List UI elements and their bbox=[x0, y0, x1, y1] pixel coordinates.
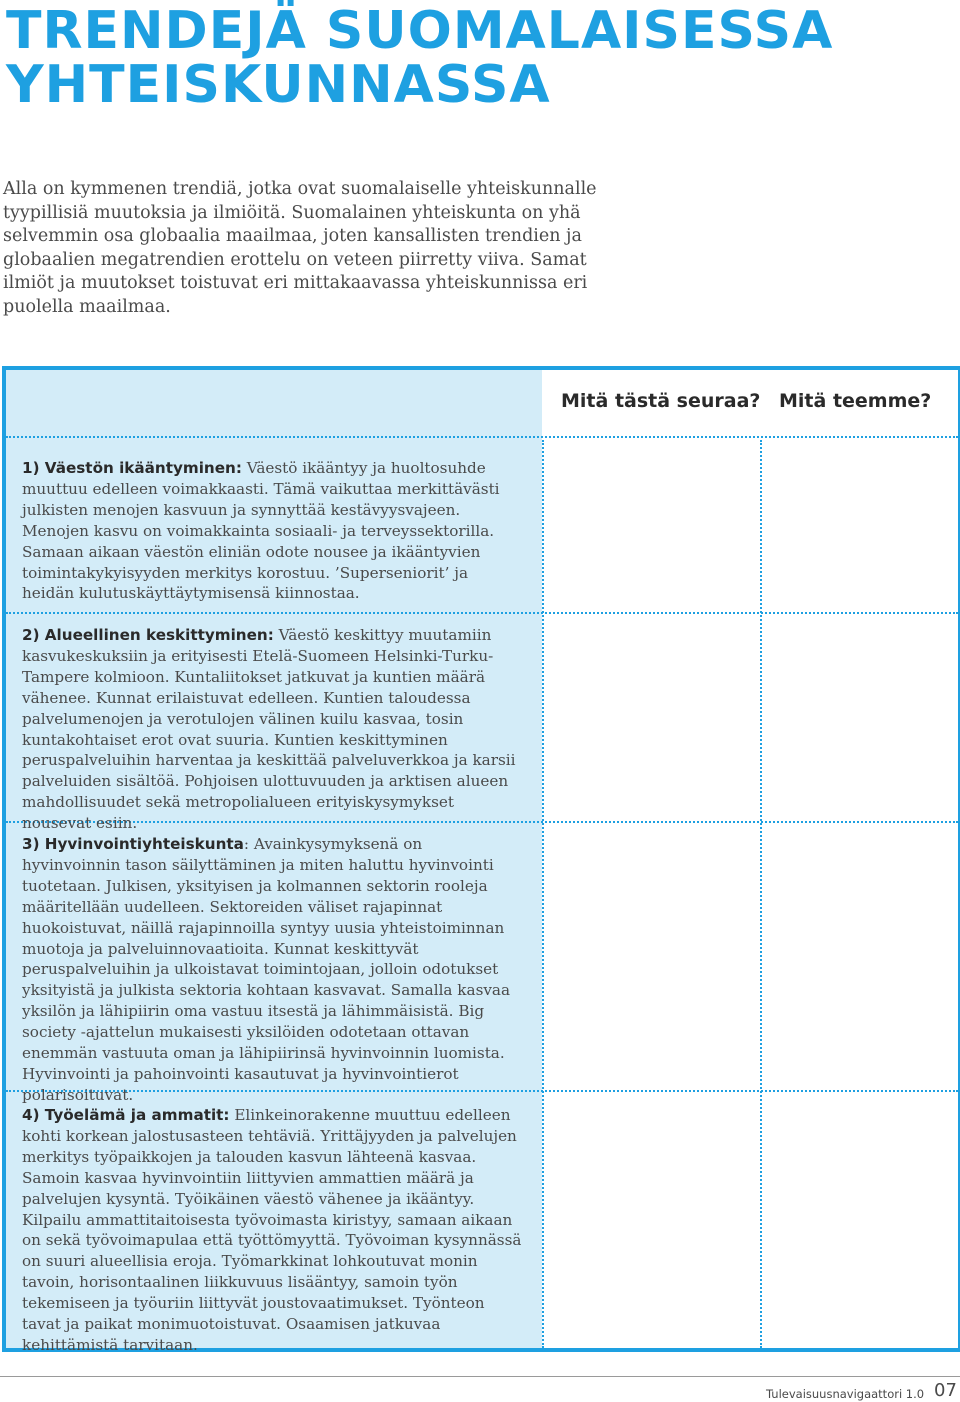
page-number: 07 bbox=[934, 1380, 957, 1401]
intro-paragraph: Alla on kymmenen trendiä, jotka ovat suomalaiselle yhteiskunnalle tyypillisiä muutoksia ja ilmiöitä. Suomalainen yhteiskunta on yhä selvemmin osa globaalia maailmaa, joten kansallisten trendien ja globaalien megatrendien erottelu on veteen piirretty viiva. Samat ilmiöt ja muutokset toistuvat eri mittakaavassa yhteiskunnissa eri puolella maailmaa. bbox=[3, 179, 597, 317]
trend-text-3: : Avainkysymyksenä on hyvinvoinnin tason säilyttäminen ja miten haluttu hyvinvointi tuotetaan. Julkisen, yksityisen ja kolmannen sektorin rooleja määritellään uudelleen. Sektoreiden väliset rajapinnat huokoistuvat, näillä rajapinnoilla syntyy uusia yhteistoiminnan muotoja ja palveluinnovaatioita. Kunnat keskittyvät peruspalveluihin ja ulkoistavat toimintojaan, jolloin odotukset yksityistä ja julkista sektoria kohtaan kasvavat. Samalla kasvaa yksilön ja lähipiirin oma vastuu itsestä ja lähimmäisistä. Big society -ajattelun mukaisesti yksilöiden odotetaan ottavan enemmän vastuuta oman ja lähipiirinsä hyvinvoinnin luomista. Hyvinvointi ja pahoinvointi kasautuvat ja hyvinvointierot polarisoituvat. bbox=[22, 835, 511, 1104]
trend-heading-1: 1) Väestön ikääntyminen: bbox=[22, 459, 242, 477]
trend-text-1: Väestö ikääntyy ja huoltosuhde muuttuu edelleen voimakkaasti. Tämä vaikuttaa merkittävästi julkisten menojen kasvuun ja synnyttää kestävyysvajeen. Menojen kasvu on voimakkainta sosiaali- ja terveyssektorilla. Samaan aikaan väestön eliniän odote nousee ja ikääntyvien toimintakykyisyyden merkitys korostuu. ’Superseniorit’ ja heidän kulutuskäyttäytymisensä kiinnostaa. bbox=[22, 459, 500, 603]
row-divider-header bbox=[6, 436, 958, 438]
trend-text-4: Elinkeinorakenne muuttuu edelleen kohti korkean jalostusasteen tehtäviä. Yrittäjyyden ja palvelujen merkitys työpaikkojen ja talouden kasvun lähteenä kasvaa. Samoin kasvaa hyvinvointiin liittyvien ammattien määrä ja palvelujen kysyntä. Työikäinen väestö vähenee ja ikääntyy. Kilpailu ammattitaitoisesta työvoimasta kiristyy, samaan aikaan on sekä työvoimapulaa että työttömyyttä. Työvoiman kysynnässä on suuri alueellisia eroja. Työmarkkinat lohkoutuvat monin tavoin, horisontaalinen liikkuvuus lisääntyy, samoin työn tekemiseen ja työuriin liittyvät joustovaatimukset. Työnteon tavat ja paikat monimuotoistuvat. Osaamisen jatkuvaa kehittämistä tarvitaan. bbox=[22, 1106, 522, 1354]
trend-heading-4: 4) Työelämä ja ammatit: bbox=[22, 1106, 230, 1124]
title-line-2: YHTEISKUNNASSA bbox=[6, 55, 551, 115]
trend-row-1 bbox=[22, 458, 522, 604]
trend-row-4 bbox=[22, 1105, 522, 1356]
trend-heading-2: 2) Alueellinen keskittyminen: bbox=[22, 626, 274, 644]
trends-table bbox=[2, 366, 960, 1352]
trend-heading-3: 3) Hyvinvointiyhteiskunta bbox=[22, 835, 244, 853]
footer-rule bbox=[0, 1376, 960, 1377]
trend-row-2 bbox=[22, 625, 522, 834]
column-divider-2 bbox=[760, 440, 762, 1348]
title-line-1: TRENDEJÄ SUOMALAISESSA bbox=[6, 1, 834, 61]
column-divider-1 bbox=[542, 440, 544, 1348]
trend-row-3 bbox=[22, 834, 522, 1106]
footer-product: Tulevaisuusnavigaattori 1.0 bbox=[766, 1387, 925, 1401]
header-consequences: Mitä tästä seuraa? bbox=[561, 390, 761, 412]
trend-text-2: Väestö keskittyy muutamiin kasvukeskuksiin ja erityisesti Etelä-Suomeen Helsinki-Turku-Tampere kolmioon. Kuntaliitokset jatkuvat ja kuntien määrä vähenee. Kunnat erilaistuvat edelleen. Kuntien taloudessa palvelumenojen ja verotulojen välinen kuilu kasvaa, tosin kuntakohtaiset erot ovat suuria. Kuntien keskittyminen peruspalveluihin harventaa ja keskittää palveluverkkoa ja karsii palveluiden sisältöä. Pohjoisen ulottuvuuden ja arktisen alueen mahdollisuudet sekä metropolialueen erityiskysymykset nousevat esiin. bbox=[22, 626, 516, 833]
page-title bbox=[6, 1, 946, 115]
row-divider-1 bbox=[6, 612, 958, 614]
header-actions: Mitä teemme? bbox=[779, 390, 932, 412]
